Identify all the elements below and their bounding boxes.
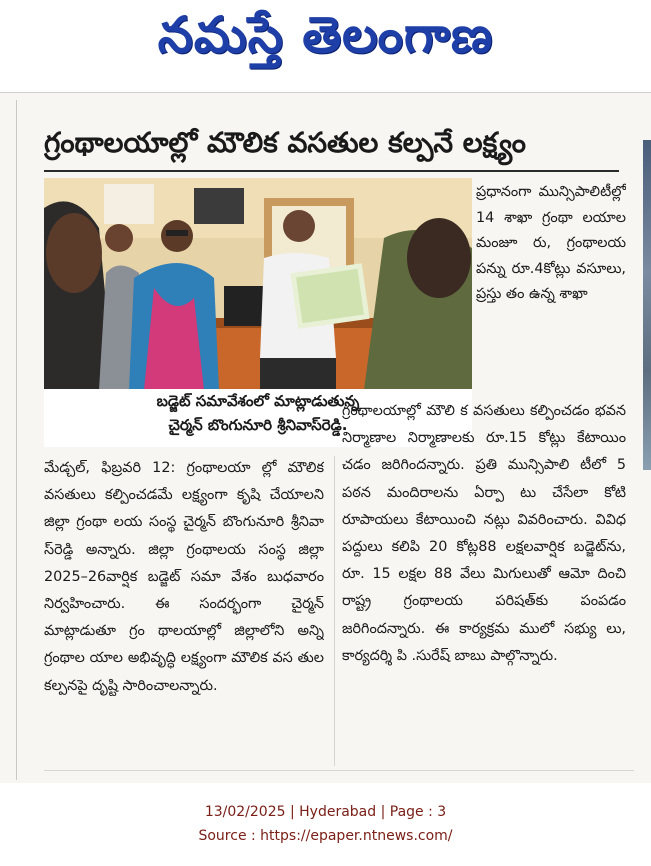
article-body-left: మేడ్చల్, ఫిబ్రవరి 12: గ్రంథాలయా ల్లో మౌలిక వసతులు కల్పించడమే లక్ష్యంగా కృషి చేయాలని జిల్లా గ్రంథా లయ సంస్థ చైర్మన్ బొంగునూరి శ్రీనివా స్‌రెడ్డి అన్నారు. జిల్లా గ్రంథాలయ సంస్థ జిల్లా 2025–26వార్షిక బడ్జెట్ సమా వేశం బుధవారం నిర్వహించారు. ఈ సందర్భంగా చైర్మన్ మాట్లాడుతూ గ్రం థాలయాల్లో జిల్లాలోని అన్ని గ్రంథాల యాల అభివృద్ధి లక్ష్యంగా మౌలిక వస తుల కల్పనపై దృష్టి సారించాలన్నారు. [44, 460, 324, 694]
article-body-right-top: ప్రధానంగా మున్సిపాలిటీల్లో 14 శాఖా గ్రంథా లయాల మంజూ రు, గ్రంథాలయ పన్ను రూ.4కోట్లు వసూలు, ప్రస్తు తం ఉన్న శాఖా [476, 184, 626, 303]
source-footer [0, 800, 651, 848]
source-link[interactable]: Source : https://epaper.ntnews.com/ [198, 828, 453, 844]
newspaper-logo: నమస్తే తెలంగాణ [157, 6, 494, 64]
article-body-right-bottom: గ్రంథాలయాల్లో మౌలి క వసతులు కల్పించడం భవన నిర్మాణాల నిర్మాణాలకు రూ.15 కోట్లు కేటాయిం చడం జరిగిందన్నారు. ప్రతి మున్సిపాలి టీలో 5 పఠన మందిరాలను ఏర్పా టు చేసేలా కోటి రూపాయలు కేటాయించి నట్లు వివరించారు. వివిధ పద్దులు కలిపి 20 కోట్ల88 లక్షలవార్షిక బడ్జెట్‌ను, రూ. 15 లక్షల 88 వేలు మిగులుతో ఆమో దించి రాష్ట్ర గ్రంథాలయ పరిషత్‌కు పంపడం జరిగిందన్నారు. ఈ కార్యక్రమ ములో సభ్యు లు, కార్యదర్శి పి .సురేష్ బాబు పాల్గొన్నారు. [342, 403, 626, 664]
adjacent-clip-edge [643, 140, 651, 470]
edition-info: 13/02/2025 | Hyderabad | Page : 3 [204, 804, 447, 820]
left-divider [16, 100, 17, 780]
bottom-rule [44, 770, 634, 771]
caption-line: బడ్జెట్ సమావేశంలో మాట్లాడుతున్న [156, 392, 360, 410]
caption-line: చైర్మన్ బొంగునూరి శ్రీనివాస్‌రెడ్డి. [168, 416, 348, 434]
article-headline: గ్రంథాలయాల్లో మౌలిక వసతుల కల్పనే లక్ష్యం [44, 126, 526, 159]
meeting-photo-illustration [44, 178, 472, 390]
masthead [0, 0, 651, 88]
news-photo [44, 178, 472, 390]
column-divider [334, 456, 335, 766]
headline-rule [44, 170, 619, 172]
